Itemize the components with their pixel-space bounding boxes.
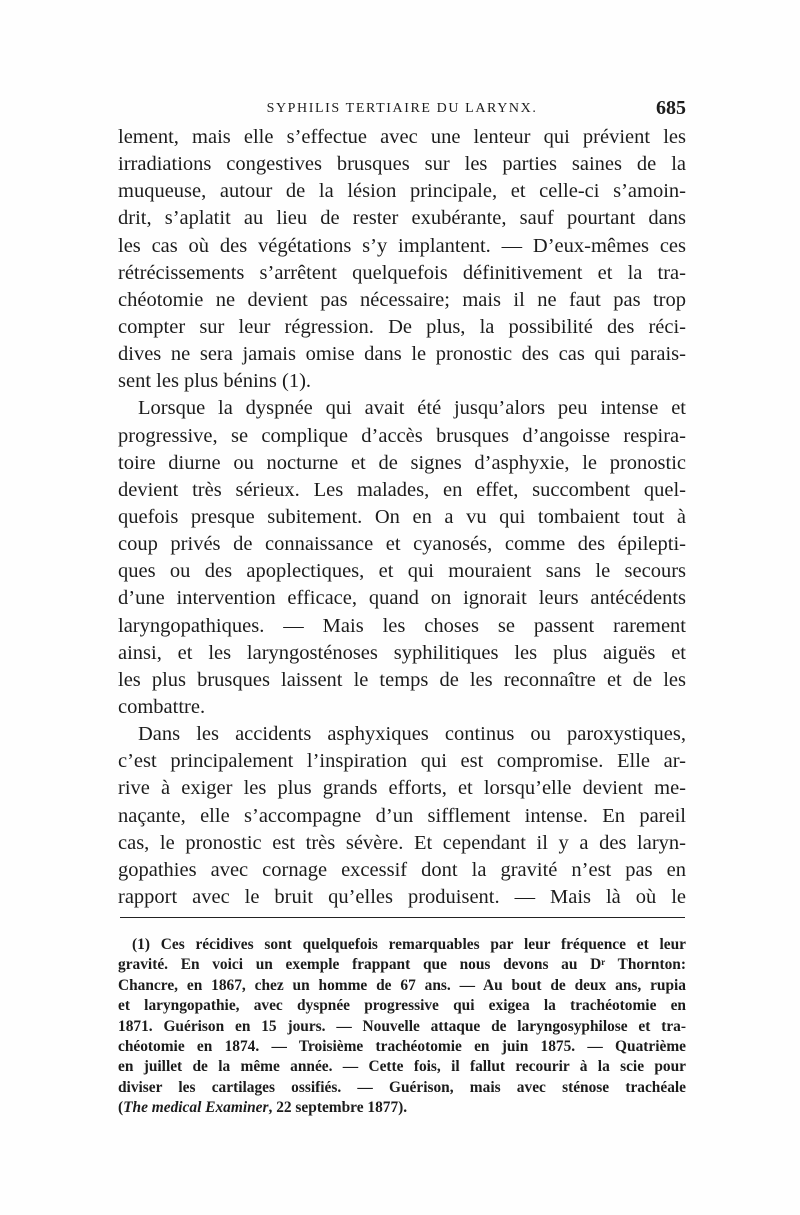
- page-number: 685: [656, 97, 686, 119]
- text-line: drit, s’aplatit au lieu de rester exubérante, sauf pourtant dans: [118, 207, 686, 230]
- text-line: toire diurne ou nocturne et de signes d’asphyxie, le pronostic: [118, 451, 686, 474]
- citation-rest: , 22 septembre 1877).: [268, 1099, 408, 1117]
- text-line: rive à exiger les plus grands efforts, et lorsqu’elle devient me-: [118, 777, 686, 800]
- citation-title: The medical Examiner: [123, 1099, 269, 1117]
- text-line: naçante, elle s’accompagne d’un sifflement intense. En pareil: [118, 804, 686, 827]
- text-line: laryngopathiques. — Mais les choses se passent rarement: [118, 614, 686, 637]
- text-line: ainsi, et les laryngosténoses syphilitiques les plus aiguës et: [118, 641, 686, 664]
- footnote-line: diviser les cartilages ossifiés. — Guérison, mais avec sténose trachéale: [118, 1078, 686, 1096]
- text-line: ques ou des apoplectiques, et qui mouraient sans le secours: [118, 560, 686, 583]
- footnotes: [118, 935, 686, 1119]
- text-line: compter sur leur régression. De plus, la possibilité des réci-: [118, 315, 686, 338]
- footnote-line: en juillet de la même année. — Cette fois, il fallut recourir à la scie pour: [118, 1058, 686, 1076]
- text-line: rapport avec le bruit qu’elles produisent. — Mais là où le: [118, 885, 686, 908]
- text-line: progressive, se complique d’accès brusques d’angoisse respira-: [118, 424, 686, 447]
- paragraph-start: Dans les accidents asphyxiques continus ou paroxystiques,: [138, 723, 686, 746]
- text-line: lement, mais elle s’effectue avec une lenteur qui prévient les: [118, 126, 686, 148]
- text-line: sent les plus bénins (1).: [118, 370, 312, 393]
- text-line: dives ne sera jamais omise dans le pronostic des cas qui parais-: [118, 343, 686, 366]
- text-line: gopathies avec cornage excessif dont la gravité n’est pas en: [118, 858, 686, 881]
- footnote-citation: (The medical Examiner, 22 septembre 1877).: [118, 1099, 408, 1117]
- text-line: cas, le pronostic est très sévère. Et cependant il y a des laryn-: [118, 831, 686, 854]
- page-header: [118, 97, 686, 121]
- text-line: quefois presque subitement. On en a vu qui tombaient tout à: [118, 505, 686, 528]
- text-line: les plus brusques laissent le temps de les reconnaître et de les: [118, 668, 686, 691]
- main-text: [118, 124, 686, 911]
- text-line: coup privés de connaissance et cyanosés, comme des épilepti-: [118, 533, 686, 556]
- footnote-line: et laryngopathie, avec dyspnée progressive qui exigea la trachéotomie en: [118, 997, 686, 1015]
- text-line: chéotomie ne devient pas nécessaire; mais il ne faut pas trop: [118, 288, 686, 311]
- footnote-line: 1871. Guérison en 15 jours. — Nouvelle attaque de laryngosyphilose et tra-: [118, 1017, 686, 1035]
- text-line: c’est principalement l’inspiration qui est compromise. Elle ar-: [118, 750, 686, 773]
- footnote-divider: [120, 917, 685, 918]
- text-line: devient très sérieux. Les malades, en effet, succombent quel-: [118, 478, 686, 501]
- text-line: les cas où des végétations s’y implantent. — D’eux-mêmes ces: [118, 234, 686, 257]
- footnote-line: Chancre, en 1867, chez un homme de 67 ans. — Au bout de deux ans, rupia: [118, 976, 686, 994]
- text-line: irradiations congestives brusques sur les parties saines de la: [118, 153, 686, 176]
- text-line: rétrécissements s’arrêtent quelquefois définitivement et la tra-: [118, 261, 686, 284]
- paragraph-start: Lorsque la dyspnée qui avait été jusqu’alors peu intense et: [138, 397, 686, 420]
- footnote-line: chéotomie en 1874. — Troisième trachéotomie en juin 1875. — Quatrième: [118, 1037, 686, 1055]
- footnote-line: (1) Ces récidives sont quelquefois remarquables par leur fréquence et leur: [132, 936, 686, 953]
- running-head: SYPHILIS TERTIAIRE DU LARYNX.: [266, 101, 538, 116]
- text-line: combattre.: [118, 695, 206, 718]
- text-line: d’une intervention efficace, quand on ignorait leurs antécédents: [118, 587, 686, 610]
- text-line: muqueuse, autour de la lésion principale, et celle-ci s’amoin-: [118, 180, 686, 203]
- footnote-line: gravité. En voici un exemple frappant que nous devons au Dʳ Thornton:: [118, 956, 686, 974]
